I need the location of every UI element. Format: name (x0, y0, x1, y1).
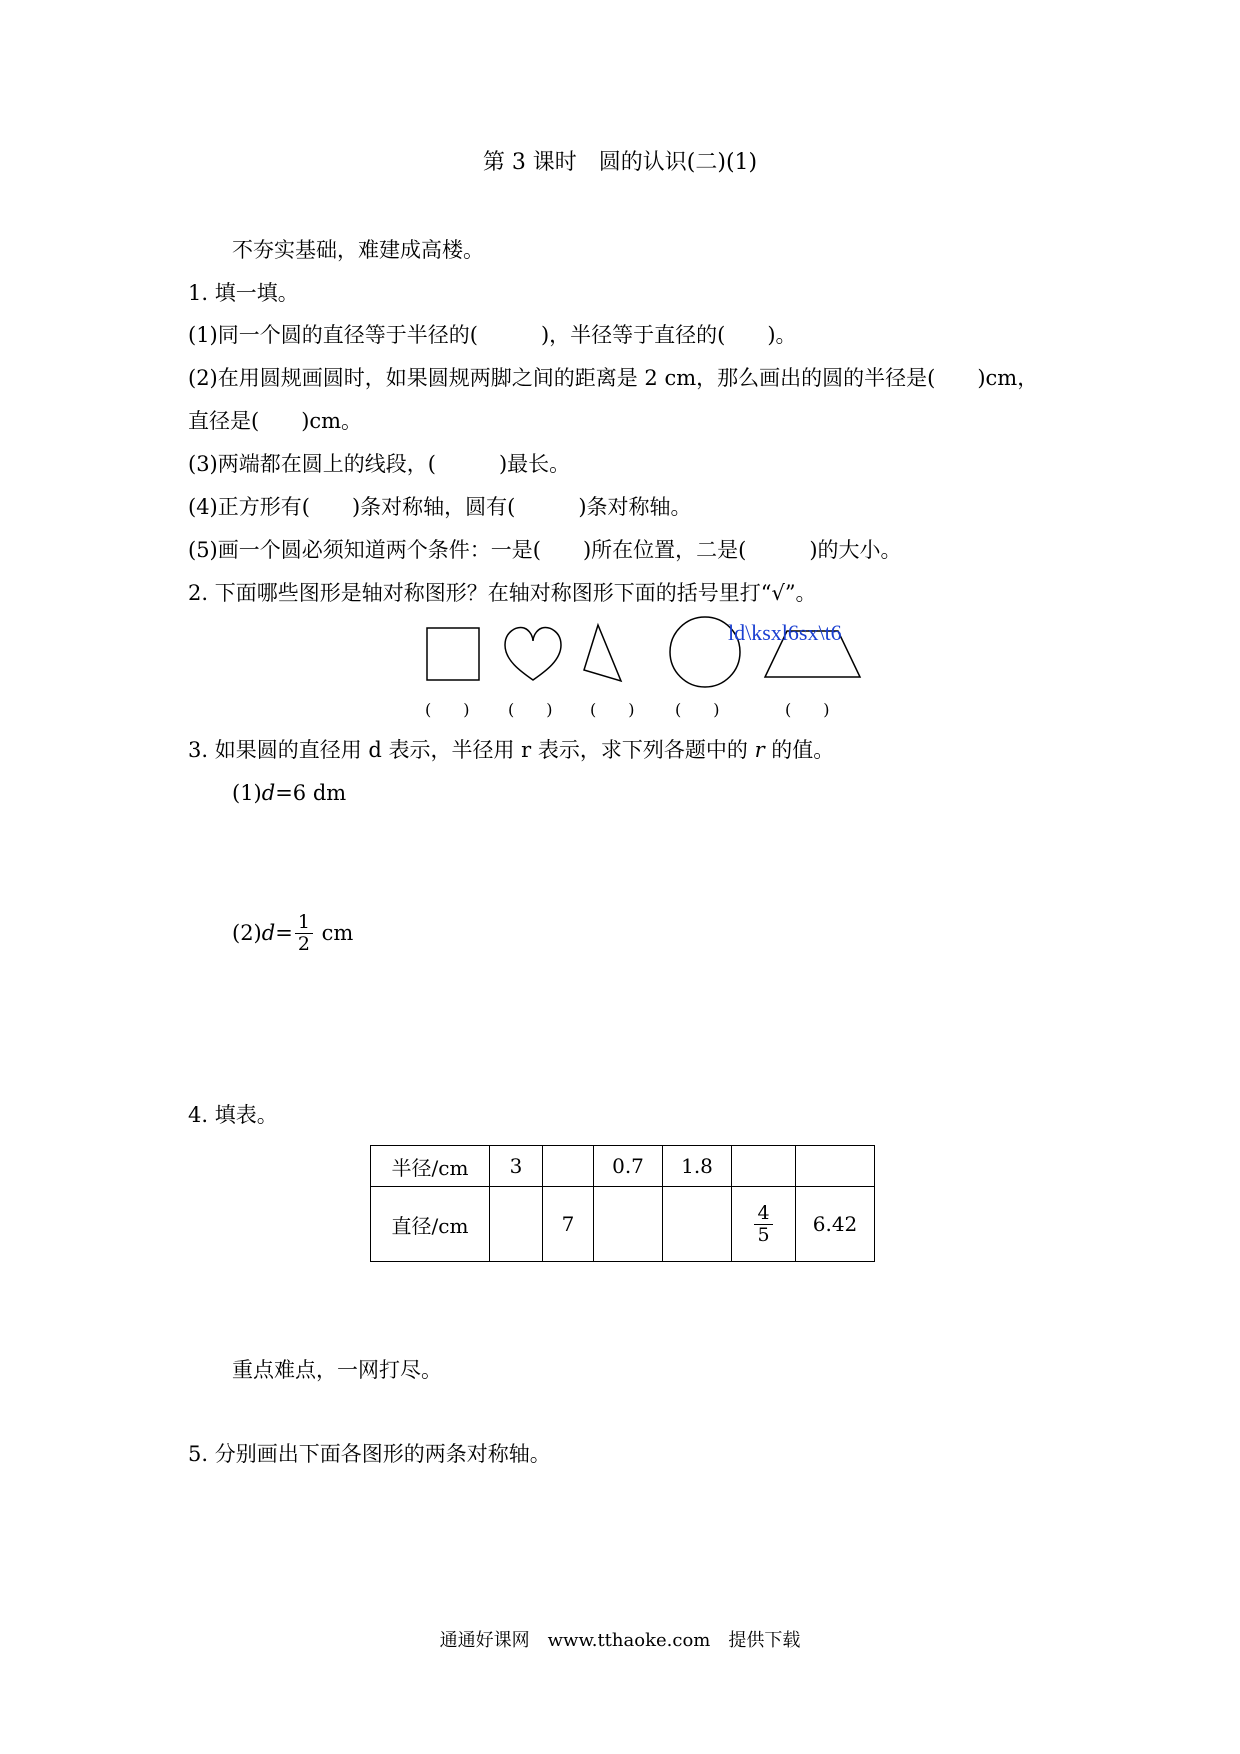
table-cell: 0.7 (594, 1146, 663, 1187)
motto-basics: 不夯实基础，难建成高楼。 (232, 238, 484, 262)
q3-part-2-var: d (261, 921, 276, 945)
fraction-numerator: 1 (295, 912, 313, 934)
watermark-code: ld\ksxl6sx\t6 (728, 620, 842, 645)
q1-item-2-line1: (2)在用圆规画圆时，如果圆规两脚之间的距离是 2 cm，那么画出的圆的半径是( )cm， (188, 366, 1039, 390)
q3-part-2-unit: cm (314, 921, 354, 945)
answer-paren-triangle: ( ) (590, 700, 635, 719)
q3-part-1 (232, 783, 346, 804)
fraction-denominator: 2 (297, 933, 310, 955)
table-cell: 6.42 (796, 1187, 875, 1262)
radius-diameter-table (370, 1145, 875, 1262)
q1-heading: 1. 填一填。 (188, 281, 299, 305)
q3-part-1-var: d (261, 781, 276, 805)
footer-credit: 通通好课网 www.tthaoke.com 提供下载 (439, 1630, 801, 1651)
fraction-denominator: 5 (757, 1223, 770, 1246)
page-title: 第 3 课时 圆的认识(二)(1) (482, 150, 758, 175)
table-cell (796, 1146, 875, 1187)
answer-paren-circle: ( ) (675, 700, 720, 719)
table-cell: 直径/cm (371, 1187, 490, 1262)
q1-item-1: (1)同一个圆的直径等于半径的( )，半径等于直径的( )。 (188, 323, 797, 347)
q1-item-2-line2: 直径是( )cm。 (188, 409, 363, 433)
table-cell: 半径/cm (371, 1146, 490, 1187)
square-shape (427, 628, 479, 680)
q1-item-5: (5)画一个圆必须知道两个条件：一是( )所在位置，二是( )的大小。 (188, 538, 902, 562)
triangle-shape (584, 625, 621, 681)
q3-part-1-label: (1) (232, 781, 262, 805)
q3-heading-post: 的值。 (764, 738, 835, 762)
q3-part-2-label: (2) (232, 921, 262, 945)
q3-part-1-value: =6 dm (275, 781, 347, 805)
table-cell (490, 1187, 543, 1262)
motto-key-points: 重点难点，一网打尽。 (232, 1358, 442, 1382)
q1-item-4: (4)正方形有( )条对称轴，圆有( )条对称轴。 (188, 495, 692, 519)
table-cell: 3 (490, 1146, 543, 1187)
q3-heading-pre: 3. 如果圆的直径用 d 表示，半径用 r 表示，求下列各题中的 (188, 738, 755, 762)
table-cell: 7 (543, 1187, 594, 1262)
heart-shape (505, 628, 561, 680)
answer-paren-square: ( ) (425, 700, 470, 719)
q3-heading-var: r (754, 738, 765, 762)
table-cell (732, 1146, 796, 1187)
q3-part-2-fraction (295, 912, 313, 955)
q5-heading: 5. 分别画出下面各图形的两条对称轴。 (188, 1442, 551, 1466)
table-row-diameter (371, 1187, 875, 1262)
fraction-numerator: 4 (754, 1203, 772, 1225)
table-cell-fraction (732, 1187, 796, 1262)
q2-heading: 2. 下面哪些图形是轴对称图形？在轴对称图形下面的括号里打“√”。 (188, 581, 817, 605)
table-cell (594, 1187, 663, 1262)
q3-part-2-eq: = (275, 921, 293, 945)
q1-item-3: (3)两端都在圆上的线段，( )最长。 (188, 452, 571, 476)
answer-paren-heart: ( ) (508, 700, 553, 719)
table-cell: 1.8 (663, 1146, 732, 1187)
table-cell (543, 1146, 594, 1187)
q3-heading (188, 740, 834, 761)
q4-heading: 4. 填表。 (188, 1103, 278, 1127)
q3-part-2 (232, 912, 353, 955)
table-fraction (754, 1203, 772, 1246)
table-row-radius (371, 1146, 875, 1187)
answer-paren-trapezoid: ( ) (785, 700, 830, 719)
table-cell (663, 1187, 732, 1262)
